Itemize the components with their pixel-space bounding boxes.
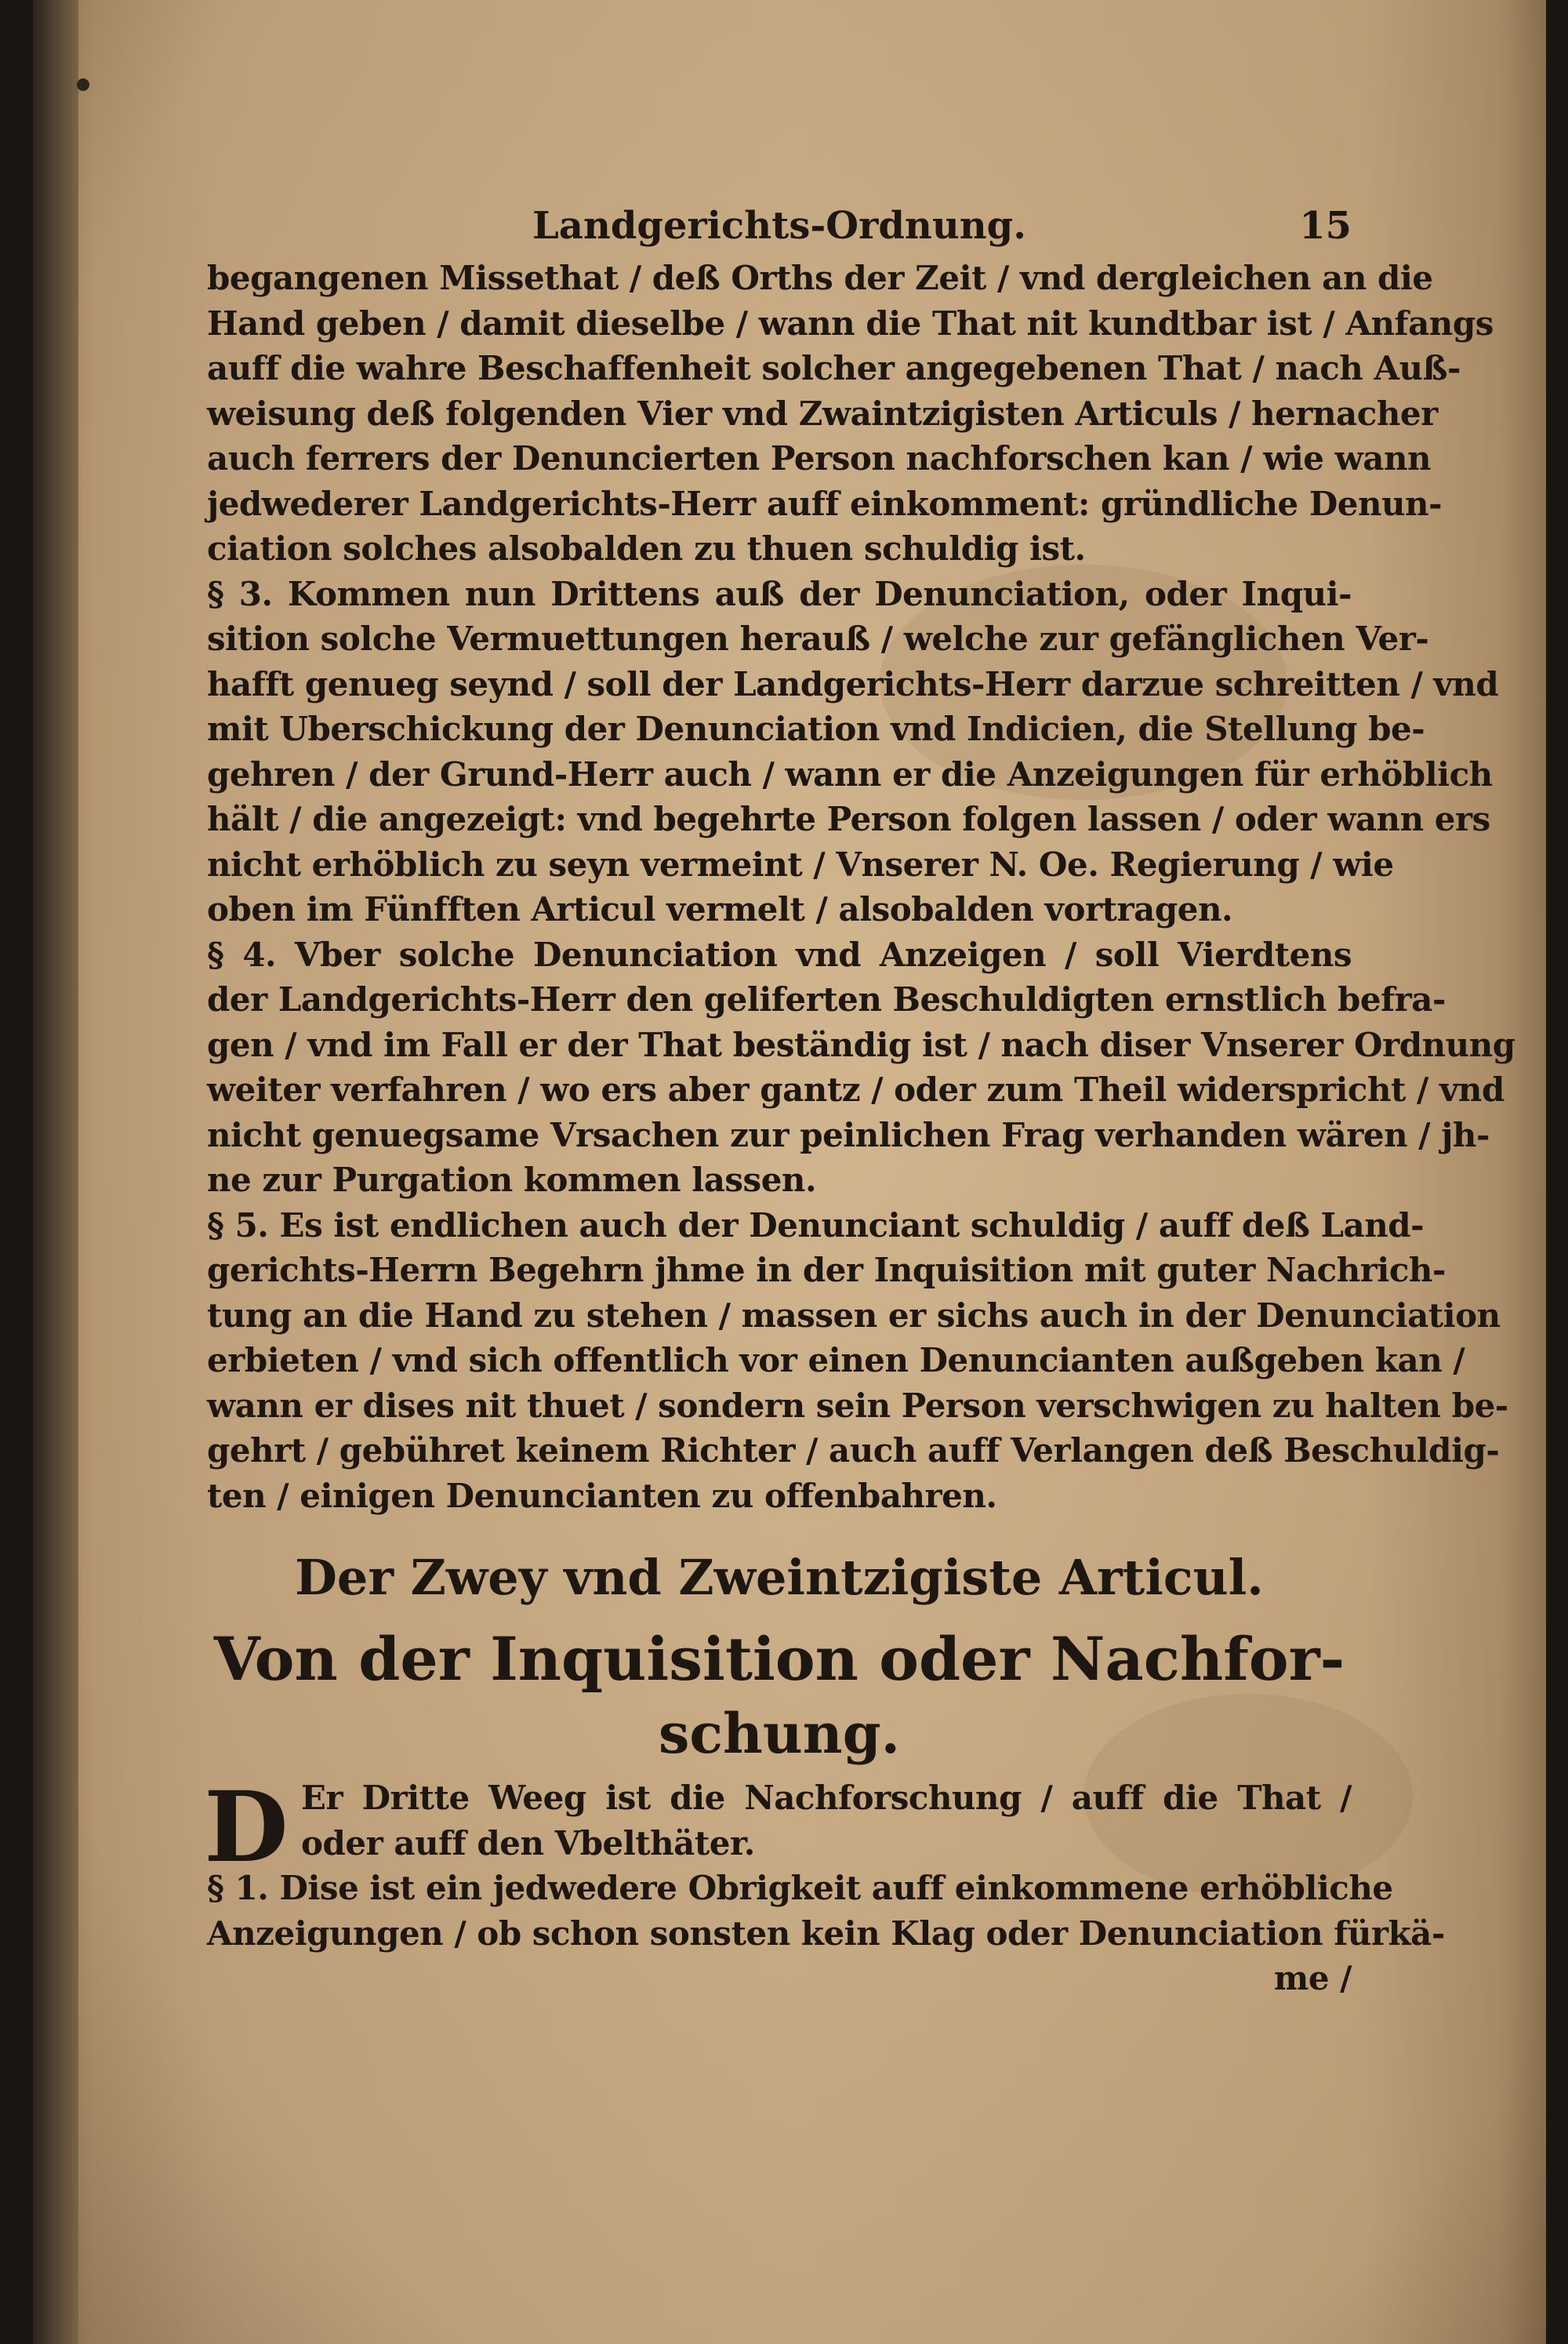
text-line: auch ferrers der Denuncierten Person nachforschen kan / wie wann <box>207 439 1432 478</box>
text-line: oben im Fünfften Articul vermelt / alsobalden vortragen. <box>207 890 1233 929</box>
page-text-block <box>204 196 1515 2001</box>
text-line: ten / einigen Denuncianten zu offenbahren. <box>207 1476 997 1515</box>
paragraph-block-b <box>204 1771 1445 2001</box>
text-line: nicht genuegsame Vrsachen zur peinlichen Frag verhanden wären / jh- <box>207 1115 1490 1154</box>
text-line: gehrt / gebühret keinem Richter / auch auff Verlangen deß Beschuldig- <box>207 1431 1500 1470</box>
running-head-title: Landgerichts-Ordnung. <box>532 204 1026 248</box>
running-head <box>207 196 1352 256</box>
text-line: § 1. Dise ist ein jedwedere Obrigkeit auff einkommene erhöbliche <box>207 1869 1393 1907</box>
text-line: jedwederer Landgerichts-Herr auff einkomment: gründliche Denun- <box>207 484 1443 523</box>
article-title-continued: schung. <box>658 1701 901 1766</box>
text-line: weiter verfahren / wo ers aber gantz / oder zum Theil widerspricht / vnd <box>207 1070 1504 1109</box>
text-line: wann er dises nit thuet / sondern sein Person verschwigen zu halten be- <box>207 1386 1508 1425</box>
text-line: Er Dritte Weeg ist die Nachforschung / auff die That / <box>301 1779 1352 1817</box>
text-line: oder auff den Vbelthäter. <box>301 1823 755 1862</box>
text-line: ne zur Purgation kommen lassen. <box>207 1161 817 1199</box>
text-line: weisung deß folgenden Vier vnd Zwaintzigisten Articuls / hernacher <box>207 394 1438 433</box>
text-line: sition solche Vermuettungen herauß / welche zur gefänglichen Ver- <box>207 620 1429 658</box>
text-line: § 5. Es ist endlichen auch der Denunciant schuldig / auff deß Land- <box>207 1205 1425 1245</box>
text-line: auff die wahre Beschaffenheit solcher angegebenen That / nach Auß- <box>207 349 1461 387</box>
text-line: hafft genueg seynd / soll der Landgerichts-Herr darzue schreitten / vnd <box>207 664 1499 703</box>
page-number: 15 <box>1299 204 1352 248</box>
text-line: gehren / der Grund-Herr auch / wann er die Anzeigungen für erhöblich <box>207 754 1493 794</box>
catchword: me / <box>1273 1959 1352 1997</box>
text-line: § 4. Vber solche Denunciation vnd Anzeigen / soll Vierdtens <box>207 935 1352 974</box>
text-line: nicht erhöblich zu seyn vermeint / Vnserer N. Oe. Regierung / wie <box>207 845 1394 884</box>
paragraph-block-a <box>207 256 1515 1518</box>
text-line: der Landgerichts-Herr den geliferten Beschuldigten ernstlich befra- <box>207 980 1446 1019</box>
page-gutter <box>33 0 78 2344</box>
text-line: erbieten / vnd sich offentlich vor einen Denuncianten außgeben kan / <box>207 1341 1465 1379</box>
text-line: hält / die angezeigt: vnd begehrte Person folgen lassen / oder wann ers <box>207 800 1490 838</box>
article-title: Von der Inquisition oder Nachfor- <box>213 1624 1345 1694</box>
book-page <box>33 0 1546 2344</box>
text-line: Anzeigungen / ob schon sonsten kein Klag oder Denunciation fürkä- <box>207 1913 1445 1953</box>
decorated-initial: D <box>204 1771 289 1884</box>
text-line: mit Uberschickung der Denunciation vnd Indicien, die Stellung be- <box>207 710 1425 748</box>
text-line: gen / vnd im Fall er der That beständig ist / nach diser Vnserer Ordnung <box>207 1025 1515 1064</box>
gutter-mark <box>77 78 89 91</box>
text-line: Hand geben / damit dieselbe / wann die That nit kundtbar ist / Anfangs <box>207 303 1494 343</box>
text-line: gerichts-Herrn Begehrn jhme in der Inquisition mit guter Nachrich- <box>207 1251 1446 1289</box>
text-line: begangenen Missethat / deß Orths der Zeit / vnd dergleichen an die <box>207 259 1433 297</box>
text-line: tung an die Hand zu stehen / massen er sichs auch in der Denunciation <box>207 1296 1501 1335</box>
text-line: ciation solches alsobalden zu thuen schuldig ist. <box>207 529 1086 568</box>
text-line: § 3. Kommen nun Drittens auß der Denunciation, oder Inqui- <box>207 574 1352 613</box>
article-heading: Der Zwey vnd Zweintzigiste Articul. <box>295 1549 1264 1606</box>
